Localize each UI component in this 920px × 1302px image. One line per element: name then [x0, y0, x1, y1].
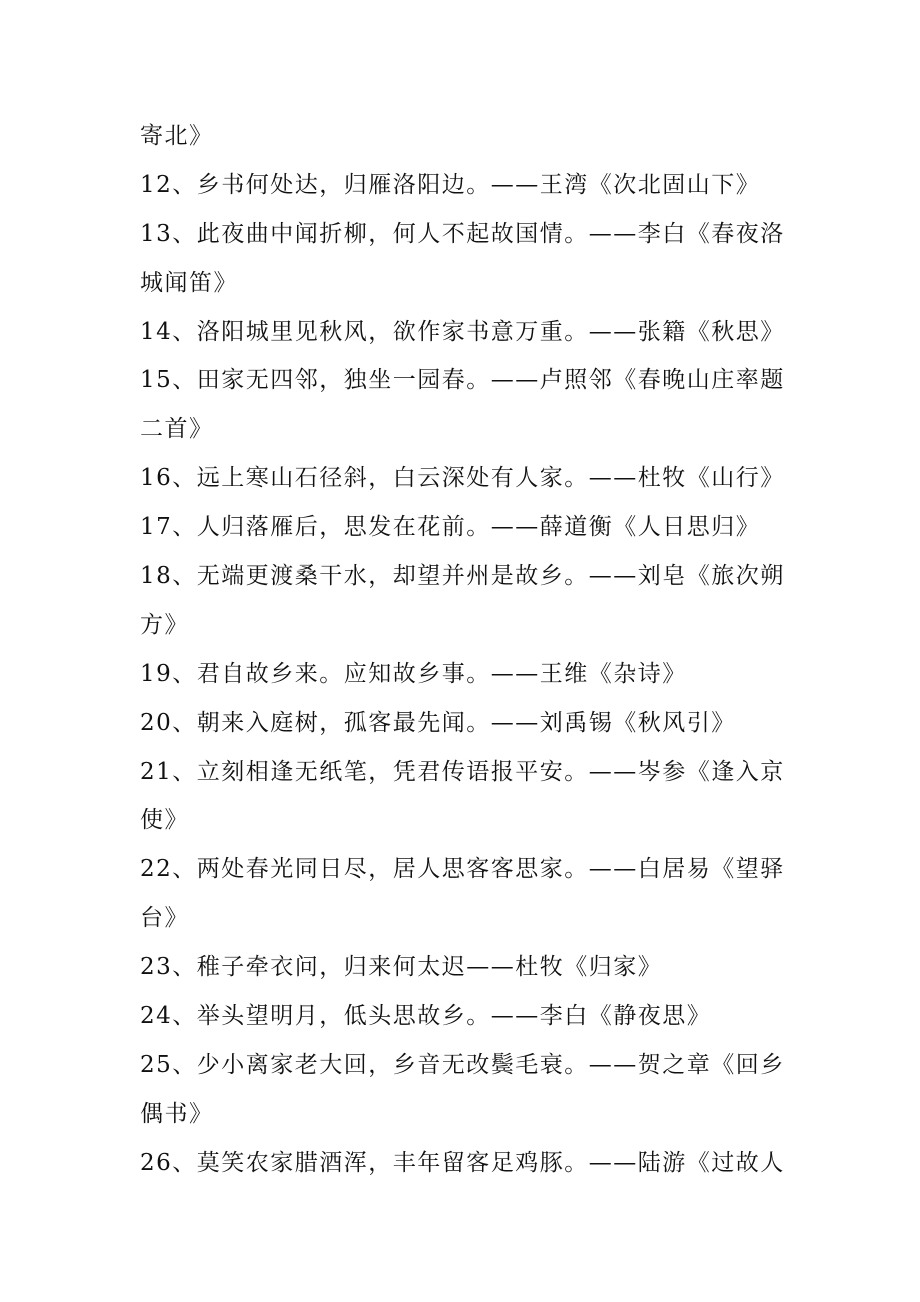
text-line: 台》 [140, 905, 189, 932]
text-line: 25、少小离家老大回，乡音无改鬓毛衰。——贺之章《回乡 [140, 1051, 785, 1078]
text-line: 14、洛阳城里见秋风，欲作家书意万重。——张籍《秋思》 [140, 318, 785, 345]
text-line: 16、远上寒山石径斜，白云深处有人家。——杜牧《山行》 [140, 465, 785, 492]
text-line: 13、此夜曲中闻折柳，何人不起故国情。——李白《春夜洛 [140, 220, 785, 247]
text-line: 偶书》 [140, 1100, 214, 1127]
text-line: 二首》 [140, 416, 214, 443]
text-line: 23、稚子牵衣问，归来何太迟——杜牧《归家》 [140, 954, 663, 981]
text-line: 21、立刻相逢无纸笔，凭君传语报平安。——岑参《逢入京 [140, 758, 785, 785]
text-line: 15、田家无四邻，独坐一园春。——卢照邻《春晚山庄率题 [140, 367, 785, 394]
text-line: 12、乡书何处达，归雁洛阳边。——王湾《次北固山下》 [140, 171, 761, 198]
text-line: 24、举头望明月，低头思故乡。——李白《静夜思》 [140, 1003, 712, 1030]
text-line: 26、莫笑农家腊酒浑，丰年留客足鸡豚。——陆游《过故人 [140, 1149, 785, 1176]
text-line: 城闻笛》 [140, 269, 238, 296]
text-line: 19、君自故乡来。应知故乡事。——王维《杂诗》 [140, 660, 687, 687]
text-line: 使》 [140, 807, 189, 834]
text-line: 20、朝来入庭树，孤客最先闻。——刘禹锡《秋风引》 [140, 709, 736, 736]
text-line: 18、无端更渡桑干水，却望并州是故乡。——刘皂《旅次朔 [140, 563, 785, 590]
poem-list [140, 112, 805, 1188]
text-line: 寄北》 [140, 123, 214, 149]
text-line: 22、两处春光同日尽，居人思客客思家。——白居易《望驿 [140, 856, 785, 883]
text-line: 17、人归落雁后，思发在花前。——薛道衡《人日思归》 [140, 514, 761, 541]
text-line: 方》 [140, 611, 189, 638]
